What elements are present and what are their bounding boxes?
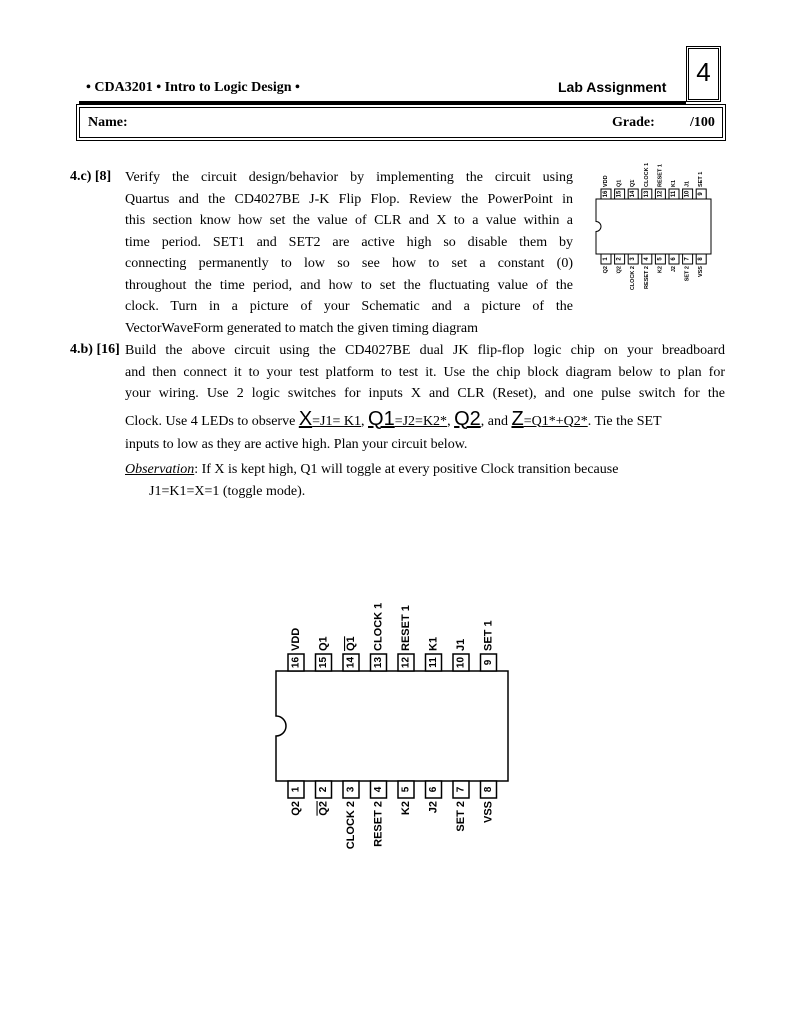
pin-label: J2 bbox=[427, 801, 440, 814]
pin-label: CLOCK 2 bbox=[345, 801, 357, 850]
pin-label: SET 2 bbox=[684, 266, 691, 282]
pin-label: CLOCK 1 bbox=[643, 162, 650, 187]
pin-label: RESET 1 bbox=[657, 164, 664, 187]
signal-z: Z bbox=[511, 407, 524, 430]
text-line: Quartus and the CD4027BE J-K Flip Flop. Review the PowerPoint in bbox=[125, 191, 573, 207]
pin-label: K1 bbox=[427, 636, 440, 651]
pin-number: 16 bbox=[290, 656, 302, 669]
lab-number: 4 bbox=[696, 57, 711, 87]
text-line: Verify the circuit design/behavior by implementing the circuit using bbox=[125, 170, 573, 185]
observation-line bbox=[125, 459, 725, 481]
section-4c-text bbox=[125, 167, 573, 339]
pin-number: 7 bbox=[455, 786, 467, 793]
observe-suffix: . Tie the SET bbox=[587, 413, 662, 429]
pin-number: 13 bbox=[643, 190, 650, 198]
pin-label: K2 bbox=[657, 266, 664, 274]
pin-number: 15 bbox=[616, 190, 623, 198]
course-title: • CDA3201 • Intro to Logic Design • bbox=[86, 80, 300, 95]
chip-body bbox=[276, 671, 508, 781]
pin-label: Q1 bbox=[616, 179, 623, 187]
lab-number-box bbox=[686, 46, 721, 102]
pin-number: 8 bbox=[698, 257, 705, 261]
pin-label: Q2 bbox=[603, 266, 609, 274]
pin-label: CLOCK 2 bbox=[630, 266, 637, 291]
pin-label: VSS bbox=[698, 266, 705, 278]
pin-number: 11 bbox=[671, 190, 677, 198]
text-line: your wiring. Use 2 logic switches for inputs X and CLR (Reset), and one pulse switch for the bbox=[125, 386, 725, 401]
pin-label: CLOCK 1 bbox=[372, 602, 385, 651]
text-line: connecting permanently to low so see how to set a constant (0) bbox=[125, 256, 573, 271]
observation-text: : If X is kept high, Q1 will toggle at every positive Clock transition because bbox=[194, 462, 619, 477]
pin-number: 12 bbox=[657, 190, 664, 198]
pin-number: 8 bbox=[483, 786, 494, 793]
pin-label: K1 bbox=[671, 179, 677, 187]
name-grade-box bbox=[76, 104, 726, 141]
signal-q1-eq: =J2=K2* bbox=[394, 413, 448, 429]
pin-label: Q2 bbox=[616, 266, 623, 274]
pin-label: RESET 2 bbox=[372, 801, 385, 847]
small-chip-diagram bbox=[588, 150, 718, 310]
pin-number: 14 bbox=[630, 190, 637, 198]
text-line: Build the above circuit using the CD4027BE dual JK flip-flop logic chip on your breadboard bbox=[125, 343, 725, 358]
pin-number: 2 bbox=[318, 786, 329, 793]
pin-number: 12 bbox=[400, 656, 412, 669]
text-line-observe: Clock. Use 4 LEDs to observe X=J1= K1, Q1=J2=K2*, Q2, and Z=Q1*+Q2*. Tie the SET bbox=[125, 407, 662, 430]
section-4b-number: 4.b) [16] bbox=[70, 342, 120, 357]
pin-label: SET 1 bbox=[482, 620, 495, 651]
text-line: inputs to low as they are active high. Plan your circuit below. bbox=[125, 436, 468, 452]
pin-label: Q1 bbox=[630, 179, 637, 187]
pin-label: K2 bbox=[400, 801, 412, 816]
pin-label: SET 1 bbox=[698, 171, 705, 187]
signal-z-eq: =Q1*+Q2* bbox=[523, 413, 588, 429]
pin-number: 3 bbox=[345, 786, 357, 793]
lab-assignment-label: Lab Assignment bbox=[558, 79, 667, 95]
observe-prefix: Clock. Use 4 LEDs to observe bbox=[125, 413, 299, 429]
pin-label: Q2 bbox=[290, 801, 302, 816]
pin-number: 16 bbox=[603, 190, 609, 198]
pin-number: 3 bbox=[630, 257, 637, 261]
pin-label: Q1 bbox=[345, 636, 357, 651]
pin-label: VDD bbox=[290, 627, 302, 651]
pin-number: 5 bbox=[657, 257, 664, 261]
text-line: time period. SET1 and SET2 are active high so disable them by bbox=[125, 234, 573, 250]
pin-number: 13 bbox=[373, 656, 384, 669]
large-chip-diagram bbox=[262, 580, 522, 870]
signal-x-eq: =J1= K1 bbox=[312, 413, 362, 429]
grade-total: /100 bbox=[690, 115, 715, 130]
pin-number: 9 bbox=[483, 659, 494, 666]
pin-number: 10 bbox=[684, 190, 691, 198]
text-line: throughout the time period, and how to set the fluctuating value of the bbox=[125, 277, 573, 293]
pin-label: SET 2 bbox=[455, 801, 467, 832]
pin-number: 7 bbox=[684, 257, 691, 261]
pin-number: 9 bbox=[698, 192, 705, 196]
pin-label: VDD bbox=[603, 175, 609, 187]
pin-label: RESET 2 bbox=[643, 266, 650, 289]
pin-number: 14 bbox=[345, 656, 357, 669]
signal-q1: Q1 bbox=[368, 407, 395, 430]
pin-label: Q2 bbox=[317, 801, 330, 816]
pin-label: J1 bbox=[684, 180, 691, 187]
grade-label: Grade: bbox=[612, 115, 655, 130]
pin-label: J1 bbox=[455, 638, 467, 651]
pin-label: Q1 bbox=[317, 636, 330, 651]
pin-number: 1 bbox=[290, 786, 302, 793]
and-word: , and bbox=[480, 413, 512, 429]
pin-number: 15 bbox=[318, 656, 329, 669]
pin-number: 6 bbox=[671, 257, 677, 261]
pin-label: RESET 1 bbox=[400, 605, 412, 651]
pin-number: 2 bbox=[616, 257, 623, 261]
observation-label: Observation bbox=[125, 462, 195, 477]
chip-body bbox=[596, 199, 711, 254]
signal-x: X bbox=[298, 407, 313, 430]
section-4b-text bbox=[125, 340, 725, 502]
pin-number: 5 bbox=[400, 786, 412, 793]
signal-q2: Q2 bbox=[454, 407, 481, 430]
pin-label: VSS bbox=[482, 801, 495, 824]
text-line: this section know how set the value of CLR and X to a value within a bbox=[125, 213, 573, 228]
pin-number: 1 bbox=[603, 257, 609, 261]
pin-number: 4 bbox=[373, 786, 384, 793]
section-4c-number: 4.c) [8] bbox=[70, 169, 112, 184]
pin-number: 10 bbox=[455, 656, 467, 669]
pin-number: 6 bbox=[428, 786, 439, 793]
text-line: and then connect it to your test platform to test it. Use the chip block diagram below to plan for bbox=[125, 364, 725, 380]
name-label: Name: bbox=[88, 115, 128, 130]
pin-number: 11 bbox=[428, 657, 439, 668]
pin-label: J2 bbox=[671, 266, 677, 273]
text-line: clock. Turn in a picture of your Schematic and a picture of the bbox=[125, 299, 573, 314]
text-line: VectorWaveForm generated to match the given timing diagram bbox=[125, 320, 479, 336]
pin-number: 4 bbox=[643, 257, 650, 261]
observation-line-2: J1=K1=X=1 (toggle mode). bbox=[149, 483, 306, 499]
